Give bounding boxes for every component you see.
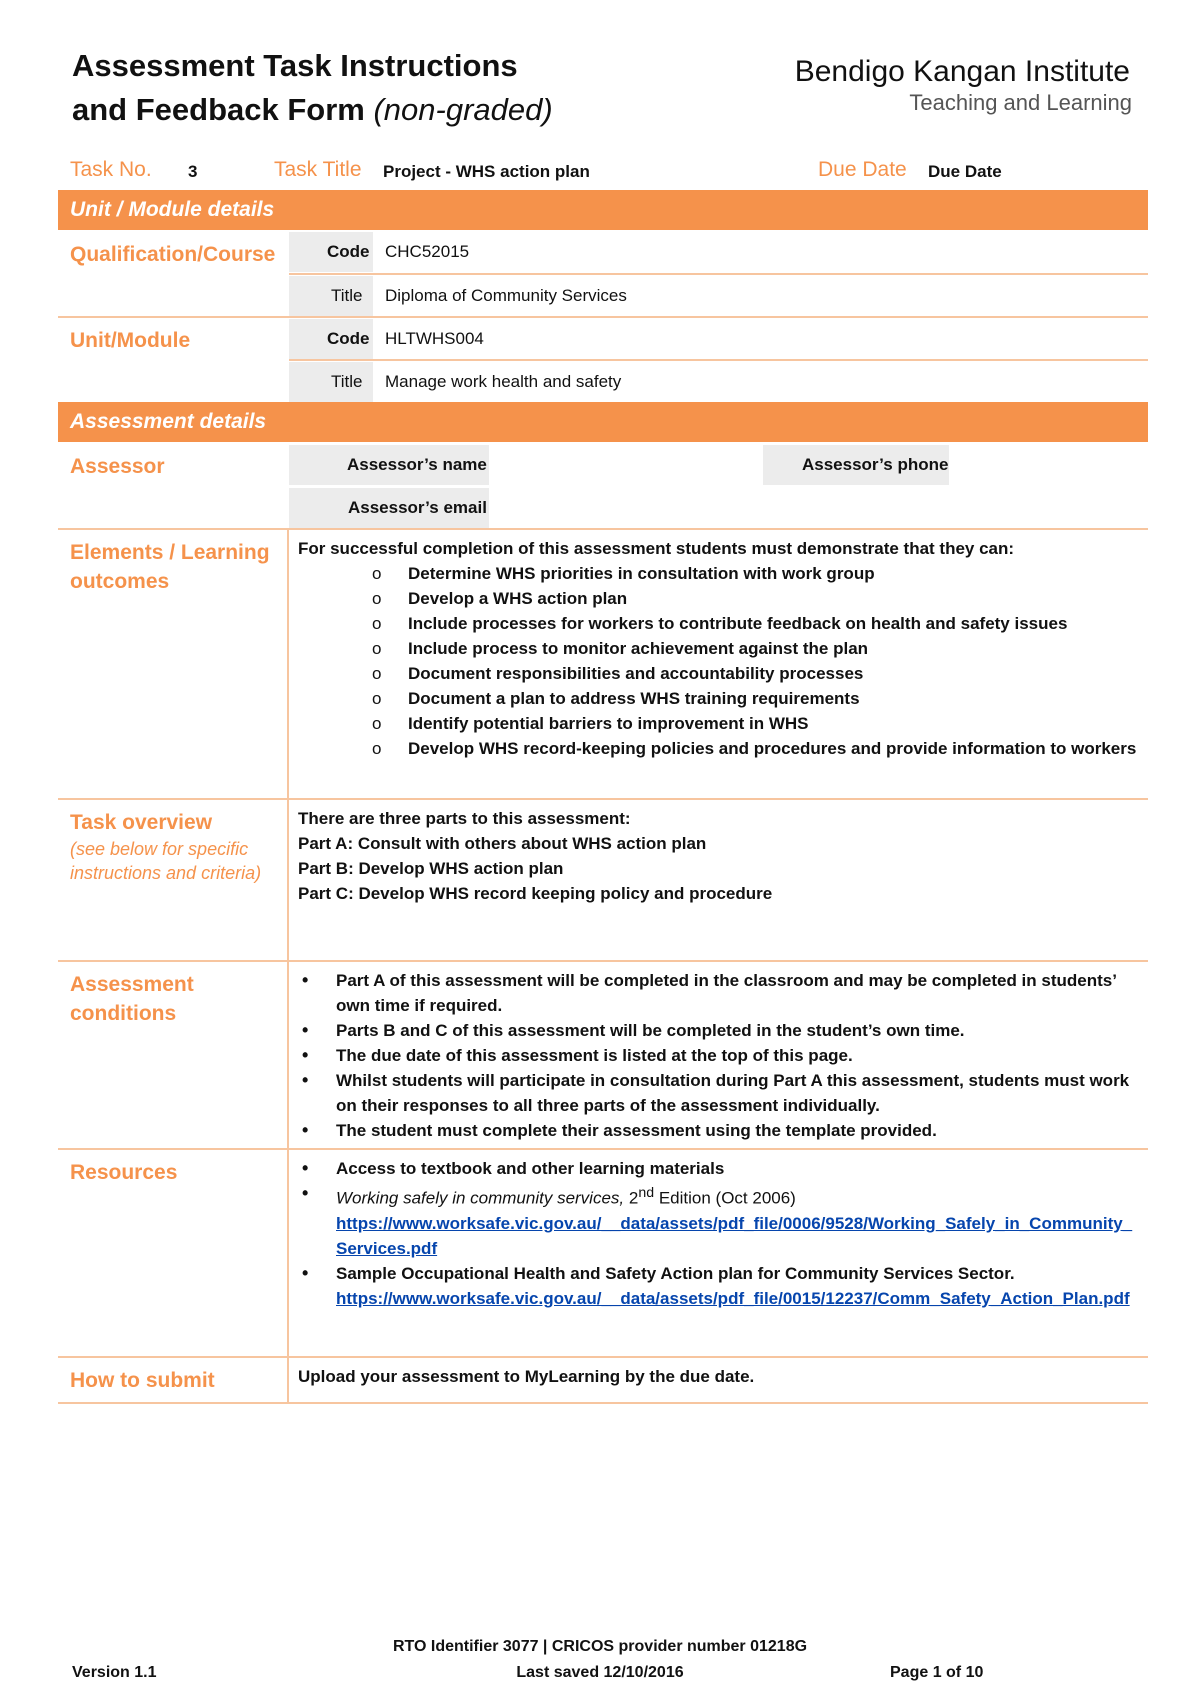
unit-module-band: Unit / Module details bbox=[58, 190, 1148, 230]
institute-block bbox=[795, 54, 1130, 116]
divider bbox=[58, 528, 1148, 530]
task-overview-title: Task overview bbox=[70, 811, 213, 834]
footer-page: Page 1 of 10 bbox=[890, 1664, 984, 1681]
assessor-email-label: Assessor’s email bbox=[348, 498, 487, 517]
due-date-label: Due Date bbox=[818, 158, 907, 181]
task-row bbox=[58, 154, 1148, 188]
overview-line: Part A: Consult with others about WHS action plan bbox=[298, 834, 707, 853]
divider bbox=[289, 359, 1148, 361]
list-item: o Include processes for workers to contribute feedback on health and safety issues bbox=[372, 611, 1138, 636]
title-line-2 bbox=[72, 88, 553, 132]
title-subtitle: (non-graded) bbox=[373, 92, 553, 127]
column-divider bbox=[287, 800, 289, 960]
overview-line: Part B: Develop WHS action plan bbox=[298, 859, 564, 878]
assessor-phone-label: Assessor’s phone bbox=[802, 455, 949, 474]
elements-label bbox=[70, 538, 270, 596]
task-overview-note-2: instructions and criteria) bbox=[70, 863, 262, 883]
list-item: o Determine WHS priorities in consultation with work group bbox=[372, 561, 1138, 586]
due-date-value: Due Date bbox=[928, 162, 1002, 181]
task-title-label: Task Title bbox=[274, 158, 362, 181]
footer-saved: Last saved 12/10/2016 bbox=[516, 1664, 684, 1681]
footer-version: Version 1.1 bbox=[72, 1664, 157, 1681]
list-item: • Access to textbook and other learning materials bbox=[298, 1156, 1143, 1181]
unit-code-label: Code bbox=[327, 329, 370, 348]
footer-rto: RTO Identifier 3077 | CRICOS provider number 01218G bbox=[392, 1638, 808, 1655]
institute-name: Bendigo Kangan Institute bbox=[794, 55, 1130, 88]
resources-label: Resources bbox=[70, 1161, 178, 1184]
unit-title-value: Manage work health and safety bbox=[385, 372, 622, 391]
conditions-label-line-1: Assessment bbox=[70, 973, 194, 996]
institute-unit: Teaching and Learning bbox=[909, 90, 1132, 115]
resource-sample-plan: Sample Occupational Health and Safety Action plan for Community Services Sector. bbox=[336, 1263, 1015, 1283]
list-item: o Include process to monitor achievement against the plan bbox=[372, 636, 1138, 661]
list-item: o Develop a WHS action plan bbox=[372, 586, 1138, 611]
list-item: • The due date of this assessment is listed at the top of this page. bbox=[298, 1043, 1143, 1068]
column-divider bbox=[287, 530, 289, 798]
elements-label-line-1: Elements / Learning bbox=[70, 541, 270, 564]
divider bbox=[58, 960, 1148, 962]
column-divider bbox=[287, 1150, 289, 1356]
conditions-content bbox=[298, 968, 1143, 1143]
qual-code-value: CHC52015 bbox=[385, 242, 470, 261]
elements-content bbox=[298, 536, 1138, 761]
list-item: • Part A of this assessment will be completed in the classroom and may be completed in students’ own time if required. bbox=[298, 968, 1143, 1018]
divider bbox=[58, 1402, 1148, 1404]
elements-label-line-2: outcomes bbox=[70, 570, 170, 593]
list-item: • Parts B and C of this assessment will be completed in the student’s own time. bbox=[298, 1018, 1143, 1043]
list-item: o Document a plan to address WHS training requirements bbox=[372, 686, 1138, 711]
resource-edition: 2 bbox=[628, 1188, 639, 1208]
resources-list bbox=[298, 1156, 1143, 1311]
elements-intro: For successful completion of this assessment students must demonstrate that they can: bbox=[298, 539, 1015, 558]
divider bbox=[58, 316, 1148, 318]
divider bbox=[58, 798, 1148, 800]
list-item bbox=[298, 1261, 1143, 1311]
assessment-details-band: Assessment details bbox=[58, 402, 1148, 442]
resource-link-1[interactable]: https://www.worksafe.vic.gov.au/__data/assets/pdf_file/0006/9528/Working_Safely_in_Community_Services.pdf bbox=[336, 1213, 1133, 1258]
task-title-value: Project - WHS action plan bbox=[383, 162, 590, 181]
conditions-list bbox=[298, 968, 1143, 1143]
title-line-1: Assessment Task Instructions bbox=[72, 48, 518, 83]
divider bbox=[58, 1148, 1148, 1150]
task-overview-label bbox=[70, 808, 261, 885]
overview-line: There are three parts to this assessment: bbox=[298, 809, 631, 828]
task-overview-note-1: (see below for specific bbox=[70, 839, 249, 859]
resource-edition-rest: Edition (Oct 2006) bbox=[658, 1188, 796, 1208]
resource-edition-suffix: nd bbox=[638, 1185, 655, 1201]
resource-book-title: Working safely in community services, bbox=[336, 1188, 625, 1208]
task-no-value: 3 bbox=[188, 162, 198, 181]
list-item: o Identify potential barriers to improvement in WHS bbox=[372, 711, 1138, 736]
assessor-label: Assessor bbox=[70, 455, 165, 478]
how-to-submit-label: How to submit bbox=[70, 1369, 215, 1392]
title-line-2-main: and Feedback Form bbox=[72, 92, 365, 127]
list-item: o Document responsibilities and accountability processes bbox=[372, 661, 1138, 686]
qual-code-label: Code bbox=[327, 242, 370, 261]
list-item: o Develop WHS record-keeping policies and procedures and provide information to workers bbox=[372, 736, 1138, 761]
list-item: • The student must complete their assessment using the template provided. bbox=[298, 1118, 1143, 1143]
conditions-label-line-2: conditions bbox=[70, 1002, 177, 1025]
list-item bbox=[298, 1181, 1143, 1261]
overview-line: Part C: Develop WHS record keeping policy and procedure bbox=[298, 884, 773, 903]
column-divider bbox=[287, 962, 289, 1148]
qualification-label: Qualification/Course bbox=[70, 243, 276, 266]
unit-title-label: Title bbox=[331, 372, 363, 391]
resources-content bbox=[298, 1156, 1143, 1311]
assessor-name-label: Assessor’s name bbox=[347, 455, 487, 474]
resource-link-2[interactable]: https://www.worksafe.vic.gov.au/__data/assets/pdf_file/0015/12237/Comm_Safety_Action_Plan.pdf bbox=[336, 1288, 1130, 1308]
task-overview-content bbox=[298, 806, 1138, 906]
elements-list bbox=[298, 561, 1138, 761]
divider bbox=[289, 273, 1148, 275]
qual-title-label: Title bbox=[331, 286, 363, 305]
unit-code-value: HLTWHS004 bbox=[385, 329, 484, 348]
conditions-label bbox=[70, 970, 194, 1028]
unit-module-label: Unit/Module bbox=[70, 329, 191, 352]
column-divider bbox=[287, 1358, 289, 1402]
submit-text: Upload your assessment to MyLearning by the due date. bbox=[298, 1367, 755, 1386]
qual-title-value: Diploma of Community Services bbox=[385, 286, 627, 305]
list-item: • Whilst students will participate in consultation during Part A this assessment, students must work on their responses to all three parts of the assessment individually. bbox=[298, 1068, 1143, 1118]
task-no-label: Task No. bbox=[70, 158, 152, 181]
divider bbox=[58, 1356, 1148, 1358]
page-title bbox=[72, 44, 553, 132]
